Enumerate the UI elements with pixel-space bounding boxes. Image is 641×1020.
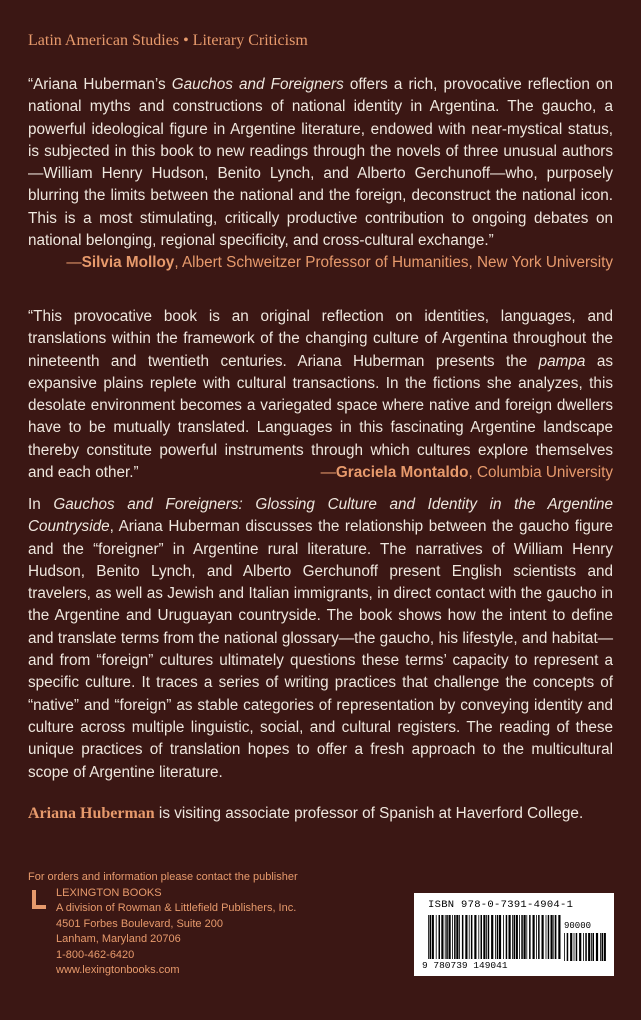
- publisher-name: LEXINGTON BOOKS: [56, 886, 162, 899]
- endorser-montaldo: —Graciela Montaldo, Columbia University: [320, 464, 613, 482]
- price-barcode-bars-icon: [564, 933, 608, 961]
- full-title-italic: Gauchos and Foreigners: Glossing Culture and Identity in the Argentine Countryside: [28, 496, 613, 536]
- pampa-italic: pampa: [538, 352, 586, 370]
- isbn-number: ISBN 978-0-7391-4904-1: [428, 899, 574, 911]
- publisher-division: A division of Rowman & Littlefield Publishers, Inc.: [56, 902, 297, 914]
- price-code: 90000: [564, 921, 592, 931]
- endorsement-montaldo: [28, 306, 613, 484]
- isbn-barcode: [414, 893, 614, 976]
- author-name: Ariana Huberman: [28, 805, 155, 822]
- lexington-logo-icon: [28, 890, 48, 912]
- book-description: In Gauchos and Foreigners: Glossing Culture and Identity in the Argentine Countryside, Ariana Huberman discusses the relationship between the gaucho figure and the “foreigner” in Argentine rural literature. The narratives of William Henry Hudson, Benito Lynch, and Alberto Gerchunoff present English scientists and travelers, as well as Jewish and Italian immigrants, in direct contact with the gaucho in the Argentine and Uruguayan countryside. The book shows how the intent to define and translate terms from the national glossary—the gaucho, his lifestyle, and habitat—and from “foreign” cultures ultimately questions these terms’ capacity to represent a specific culture. It traces a series of writing practices that challenge the concepts of “native” and “foreign” as stable categories of representation by conveying identity and culture across multiple linguistic, social, and cultural registers. The reading of these unique practices of translation hopes to offer a fresh approach to the multicultural scope of Argentine literature.: [28, 496, 613, 781]
- barcode-bars-icon: [428, 915, 562, 959]
- endorser-name: Silvia Molloy: [81, 254, 175, 272]
- quote-start: “This provocative book is an original reflection on identities, languages, and translations within the framework of the changing culture of Argentina throughout the nineteenth and twentieth centuries. Ariana Huberman presents the: [28, 308, 613, 370]
- endorser-name: Graciela Montaldo: [335, 464, 469, 482]
- endorser-affiliation: , Albert Schweitzer Professor of Humanities, New York University: [174, 254, 613, 272]
- quote-start: “Ariana Huberman’s: [28, 76, 172, 93]
- publisher-phone: 1-800-462-6420: [56, 948, 135, 961]
- book-title-italic: Gauchos and Foreigners: [171, 76, 344, 93]
- publisher-website: www.lexingtonbooks.com: [56, 964, 180, 976]
- publisher-address1: 4501 Forbes Boulevard, Suite 200: [56, 917, 223, 930]
- author-bio-text: is visiting associate professor of Spanish at Haverford College.: [154, 805, 584, 822]
- quote-body: as expansive plains replete with cultural transactions. In the fictions she analyzes, this desolate environment becomes a variegated space where native and foreign dwellers have to be mutually translated. Languages in this fascinating Argentine landscape thereby constitute powerful instruments through which cultures explore themselves and each other.”: [28, 352, 614, 482]
- endorser-affiliation: , Columbia University: [468, 464, 613, 482]
- publisher-address2: Lanham, Maryland 20706: [56, 933, 181, 945]
- publisher-contact: For orders and information please contact the publisher: [28, 871, 298, 883]
- barcode-digits: 9 780739 149041: [422, 960, 508, 971]
- author-bio: [28, 803, 613, 825]
- endorsement-molloy: [28, 74, 613, 275]
- endorser-molloy: —Silvia Molloy, Albert Schweitzer Professor of Humanities, New York University: [66, 254, 613, 272]
- description-text: , Ariana Huberman discusses the relationship between the gaucho figure and the “foreigner” in Argentine rural literature. The narratives of William Henry Hudson, Benito Lynch, and Alberto Gerchunoff present English scientists and travelers, as well as Jewish and Italian immigrants, in direct contact with the gaucho in the Argentine and Uruguayan countryside. The book shows how the intent to define and translate terms from the national glossary—the gaucho, his lifestyle, and habitat—and from “foreign” cultures ultimately questions these terms’ capacity to represent a specific culture. It traces a series of writing practices that challenge the concepts of “native” and “foreign” as stable categories of representation by conveying identity and culture across multiple linguistic, social, and cultural registers. The reading of these unique practices of translation hopes to offer a fresh approach to the multicultural scope of Argentine literature.: [28, 518, 613, 781]
- publisher-info: [28, 870, 298, 979]
- quote-body: offers a rich, provocative reflection on national myths and constructions of national identity in Argentina. The gaucho, a powerful ideological figure in Argentine literature, endowed with near-mystical status, is subjected in this book to new readings through the novels of three unusual authors—William Henry Hudson, Benito Lynch, and Alberto Gerchunoff—who, purposely blurring the limits between the national and the foreign, deconstruct the national icon. This is a most stimulating, critically productive contribution to ongoing debates on national belonging, regional specificity, and cross-cultural exchange.”: [28, 76, 613, 250]
- category-line: Latin American Studies • Literary Criticism: [28, 32, 308, 49]
